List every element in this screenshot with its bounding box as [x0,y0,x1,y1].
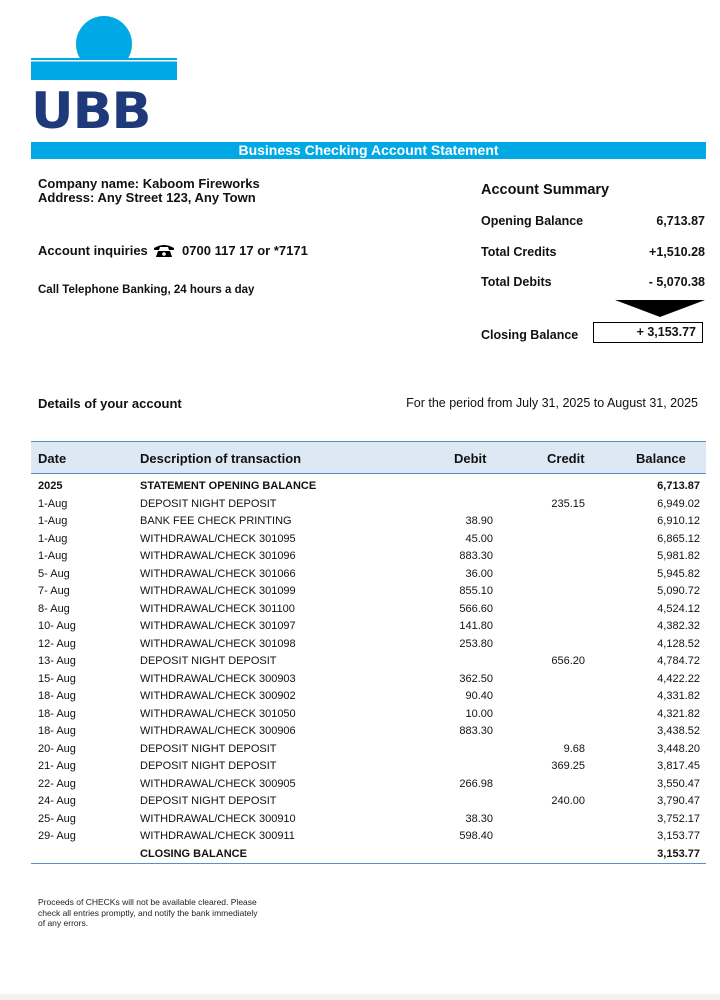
table-row [31,653,706,671]
transactions-table [31,441,706,864]
cell-debit: 10.00 [465,707,493,720]
company-info [38,177,260,205]
footnote: Proceeds of CHECKs will not be available cleared. Please check all entries promptly, and notify the bank immediately of any errors. [38,897,258,928]
cell-date: 1-Aug [38,550,68,562]
cell-description: CLOSING BALANCE [140,847,247,860]
down-arrow-icon [615,300,705,317]
total-credits-label: Total Credits [481,245,557,259]
logo-mark-icon [31,14,177,86]
account-details-heading: Details of your account [38,396,182,411]
cell-credit: 369.25 [551,760,585,772]
header-balance: Balance [636,451,686,466]
cell-date: 12- Aug [38,637,76,650]
cell-balance: 3,153.77 [657,847,700,860]
cell-description: DEPOSIT NIGHT DEPOSIT [140,760,277,772]
table-row [31,688,706,706]
table-row [31,776,706,794]
cell-date: 24- Aug [38,795,76,807]
table-row [31,828,706,846]
cell-credit: 656.20 [551,655,585,667]
cell-date: 1-Aug [38,497,68,510]
cell-description: WITHDRAWAL/CHECK 300905 [140,777,296,790]
table-row [31,741,706,759]
cell-date: 18- Aug [38,707,76,720]
cell-description: STATEMENT OPENING BALANCE [140,480,317,492]
table-row [31,583,706,601]
cell-description: WITHDRAWAL/CHECK 301098 [140,637,296,650]
cell-description: WITHDRAWAL/CHECK 301096 [140,550,296,562]
total-debits-value: - 5,070.38 [648,275,705,289]
header-date: Date [38,451,67,466]
cell-date: 1-Aug [38,515,68,527]
cell-description: WITHDRAWAL/CHECK 300906 [140,725,296,737]
table-row [31,601,706,619]
logo-text: UBB [31,82,151,140]
cell-balance: 3,790.47 [657,795,700,807]
table-row [31,513,706,531]
cell-balance: 4,524.12 [657,602,700,615]
table-body [31,474,706,863]
cell-credit: 9.68 [563,742,585,755]
cell-credit: 240.00 [551,795,585,807]
cell-balance: 5,090.72 [657,585,700,597]
table-row [31,478,706,496]
table-row [31,566,706,584]
cell-debit: 883.30 [459,725,493,737]
cell-debit: 566.60 [459,602,493,615]
cell-date: 1-Aug [38,532,68,545]
cell-debit: 266.98 [459,777,493,790]
table-row [31,793,706,811]
table-row [31,758,706,776]
table-row [31,548,706,566]
statement-title-banner: Business Checking Account Statement [31,142,706,159]
account-inquiries [38,243,308,260]
statement-period: For the period from July 31, 2025 to August 31, 2025 [406,396,698,410]
cell-date: 20- Aug [38,742,76,755]
cell-date: 21- Aug [38,760,76,772]
header-debit: Debit [454,451,487,466]
cell-debit: 141.80 [459,620,493,632]
cell-balance: 5,981.82 [657,550,700,562]
cell-date: 13- Aug [38,655,76,667]
cell-debit: 36.00 [465,567,493,580]
cell-debit: 855.10 [459,585,493,597]
cell-balance: 4,321.82 [657,707,700,720]
cell-description: WITHDRAWAL/CHECK 300902 [140,690,296,702]
company-name: Company name: Kaboom Fireworks [38,176,260,191]
cell-balance: 3,153.77 [657,830,700,842]
cell-description: WITHDRAWAL/CHECK 301066 [140,567,296,580]
cell-date: 29- Aug [38,830,76,842]
header-credit: Credit [547,451,585,466]
telephone-icon [153,243,175,260]
cell-description: WITHDRAWAL/CHECK 301099 [140,585,296,597]
company-address: Address: Any Street 123, Any Town [38,190,256,205]
cell-balance: 3,438.52 [657,725,700,737]
table-row [31,811,706,829]
table-row [31,846,706,864]
table-row [31,618,706,636]
table-row [31,671,706,689]
cell-balance: 4,784.72 [657,655,700,667]
table-row [31,636,706,654]
cell-balance: 6,949.02 [657,497,700,510]
cell-description: WITHDRAWAL/CHECK 300911 [140,830,295,842]
ubb-logo [31,14,177,140]
cell-balance: 3,817.45 [657,760,700,772]
cell-balance: 3,550.47 [657,777,700,790]
table-header [31,442,706,474]
cell-date: 18- Aug [38,690,76,702]
cell-date: 22- Aug [38,777,76,790]
header-description: Description of transaction [140,451,302,466]
cell-balance: 6,865.12 [657,532,700,545]
cell-balance: 4,422.22 [657,672,700,685]
cell-debit: 253.80 [459,637,493,650]
table-row [31,723,706,741]
total-debits-label: Total Debits [481,275,552,289]
cell-date: 7- Aug [38,585,70,597]
table-row [31,496,706,514]
cell-date: 18- Aug [38,725,76,737]
closing-balance-value: + 3,153.77 [593,322,703,343]
cell-debit: 598.40 [459,830,493,842]
account-summary-title: Account Summary [481,182,610,198]
cell-balance: 6,713.87 [657,480,700,492]
cell-description: WITHDRAWAL/CHECK 301100 [140,602,295,615]
cell-balance: 4,331.82 [657,690,700,702]
cell-date: 10- Aug [38,620,76,632]
cell-balance: 3,752.17 [657,812,700,825]
cell-date: 15- Aug [38,672,76,685]
cell-description: DEPOSIT NIGHT DEPOSIT [140,497,277,510]
telephone-banking-note: Call Telephone Banking, 24 hours a day [38,284,255,296]
cell-credit: 235.15 [551,497,585,510]
cell-debit: 38.30 [465,812,493,825]
cell-description: DEPOSIT NIGHT DEPOSIT [140,655,277,667]
cell-date: 2025 [38,480,63,492]
page-bottom-edge [0,994,720,1000]
table-row [31,531,706,549]
cell-description: WITHDRAWAL/CHECK 301050 [140,707,296,720]
inquiries-numbers: 0700 117 17 or *7171 [182,243,308,258]
cell-description: WITHDRAWAL/CHECK 301097 [140,620,296,632]
cell-description: BANK FEE CHECK PRINTING [140,515,292,527]
cell-debit: 883.30 [459,550,493,562]
cell-date: 25- Aug [38,812,76,825]
cell-description: WITHDRAWAL/CHECK 300903 [140,672,296,685]
cell-balance: 6,910.12 [657,515,700,527]
opening-balance-label: Opening Balance [481,214,584,228]
closing-balance-label: Closing Balance [481,328,579,342]
cell-debit: 38.90 [465,515,493,527]
cell-debit: 362.50 [459,672,493,685]
cell-balance: 4,382.32 [657,620,700,632]
cell-date: 5- Aug [38,567,70,580]
cell-debit: 90.40 [465,690,493,702]
cell-description: WITHDRAWAL/CHECK 300910 [140,812,296,825]
cell-debit: 45.00 [465,532,493,545]
cell-description: WITHDRAWAL/CHECK 301095 [140,532,296,545]
opening-balance-value: 6,713.87 [656,214,705,228]
cell-description: DEPOSIT NIGHT DEPOSIT [140,795,277,807]
total-credits-value: +1,510.28 [649,245,705,259]
table-row [31,706,706,724]
cell-description: DEPOSIT NIGHT DEPOSIT [140,742,277,755]
cell-balance: 5,945.82 [657,567,700,580]
inquiries-label: Account inquiries [38,243,148,258]
cell-balance: 4,128.52 [657,637,700,650]
cell-date: 8- Aug [38,602,70,615]
cell-balance: 3,448.20 [657,742,700,755]
